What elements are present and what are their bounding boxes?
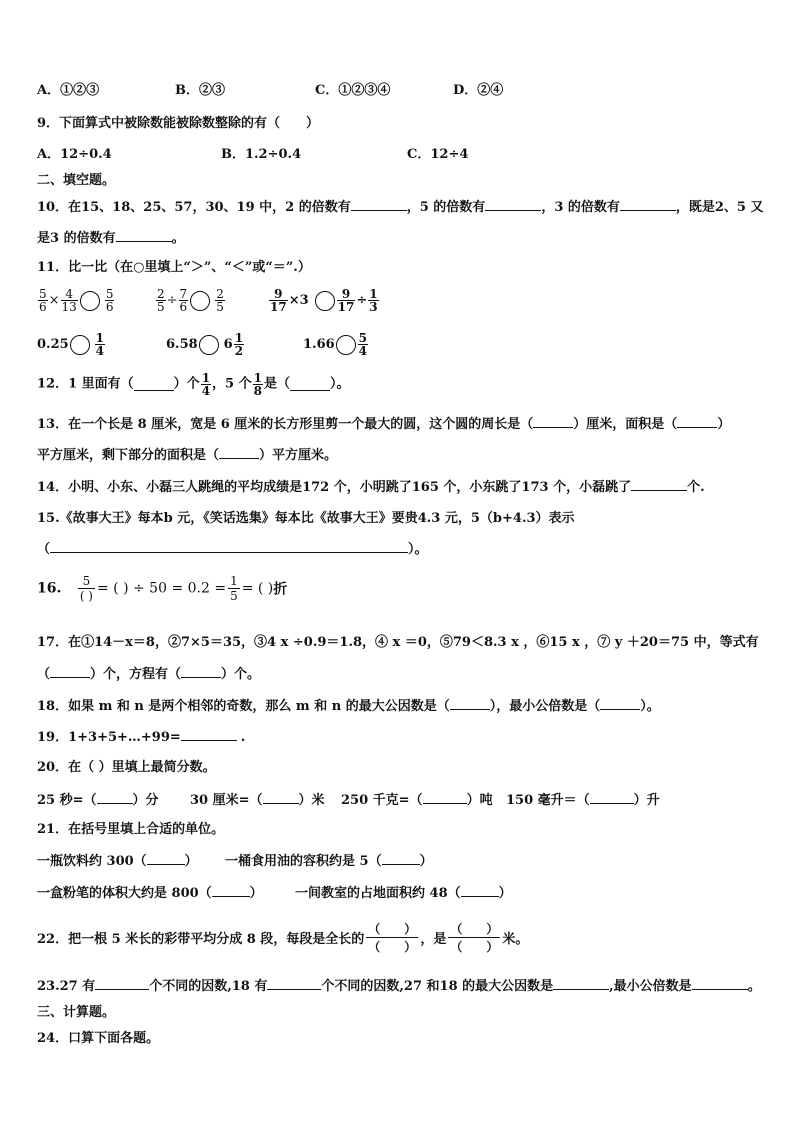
q22-text-b: ，是 [420, 932, 447, 947]
operator: ×3 [288, 293, 309, 308]
q23-text-c: 个不同的因数,27 和18 的最大公因数是 [321, 979, 554, 994]
q12 [37, 372, 350, 397]
q8-option-a: A．①②③ [37, 83, 100, 98]
q15-blank[interactable] [50, 540, 408, 553]
compare-circle[interactable] [80, 291, 100, 311]
q23-blank-lcm[interactable] [692, 977, 748, 990]
q16-mid: = ( ) ÷ 50 = 0.2 = [97, 580, 227, 597]
q19 [37, 728, 245, 747]
q15-line1: 15.《故事大王》每本b 元，《笑话选集》每本比《故事大王》要贵4.3 元，5（b+4.3）表示 [37, 511, 575, 526]
q10-text-b: ，5 的倍数有 [406, 200, 486, 215]
q21-blank[interactable] [212, 884, 250, 897]
q17-text-b: ）个，方程有（ [90, 667, 182, 682]
q10-blank-5[interactable] [485, 198, 541, 211]
q19-text-b: . [240, 730, 246, 745]
q17-text-a: （ [37, 667, 51, 682]
compare-circle[interactable] [315, 291, 335, 311]
q23-blank-27[interactable] [95, 977, 149, 990]
q10-line1 [37, 198, 764, 217]
q14-text-a: 14．小明、小东、小磊三人跳绳的平均成绩是172 个，小明跳了165 个，小东跳了173 个，小磊跳了 [37, 480, 632, 495]
q11-stem: 11．比一比（在○里填上“＞”、“＜”或“＝”.） [37, 260, 311, 275]
operator: × [48, 293, 60, 308]
q20-blank[interactable] [423, 791, 467, 804]
q13-blank-remain[interactable] [219, 446, 259, 459]
value: 1.66 [303, 337, 335, 352]
operator: ÷ [166, 293, 178, 308]
q20-blank[interactable] [590, 791, 634, 804]
q22-text-c: 米。 [502, 932, 529, 947]
q16 [37, 574, 287, 603]
value: 6.58 [166, 337, 198, 352]
q13-line2 [37, 446, 337, 465]
fraction: $\frac{1}{5}$ [230, 574, 238, 603]
q11-r1c1 [37, 288, 115, 313]
q10-blank-2[interactable] [351, 198, 407, 211]
q20-item: 150 毫升＝（ ）升 [506, 793, 660, 808]
q10-text-e: 是3 的倍数有 [37, 231, 116, 246]
compare-circle[interactable] [70, 335, 90, 355]
q8-option-b: B．②③ [175, 83, 225, 98]
whole-number: 6 [223, 337, 233, 352]
fraction: $\frac{1}{4}$ [201, 371, 211, 398]
fraction: $\frac{7}{6}$ [179, 287, 188, 314]
q14 [37, 478, 705, 497]
q17-line1: 17．在①14－x＝8，②7×5＝35，③4 x ÷0.9＝1.8，④ x ＝0，⑤79＜8.3 x ，⑥15 x ，⑦ y ＋20＝75 中，等式有 [37, 635, 759, 650]
q21-item: 一瓶饮料约 300（ ） [37, 854, 198, 869]
q13-text-c: ） [717, 417, 731, 432]
q17-blank-eq[interactable] [50, 665, 90, 678]
q17-line2 [37, 665, 260, 684]
compare-circle[interactable] [199, 335, 219, 355]
q10-line2 [37, 229, 185, 248]
q13-text-b: ）厘米，面积是（ [573, 417, 678, 432]
q15-line2 [37, 540, 428, 559]
fraction-blank[interactable]: （ ） （ ） [450, 922, 499, 954]
q10-blank-all[interactable] [116, 229, 172, 242]
q10-text-d: ，既是2、5 又 [675, 200, 764, 215]
q13-text-d: 平方厘米，剩下部分的面积是（ [37, 448, 220, 463]
fraction: $\frac{2}{5}$ [216, 287, 224, 314]
q21-stem: 21．在括号里填上合适的单位。 [37, 822, 225, 837]
fraction: $\frac{5}{4}$ [358, 331, 368, 358]
q16-label: 16. [37, 580, 62, 597]
q8-option-c: C．①②③④ [315, 83, 391, 98]
fraction: $\frac{9}{17}$ [337, 287, 355, 314]
q11-r2c3 [303, 332, 369, 357]
q18-blank-gcd[interactable] [450, 697, 490, 710]
q11-r1c2 [155, 288, 226, 313]
q13-blank-perimeter[interactable] [533, 415, 573, 428]
fraction: $\frac{1}{2}$ [234, 331, 244, 358]
fraction: $\frac{9}{17}$ [270, 287, 287, 314]
q9-option-a: A．12÷0.4 [37, 147, 112, 162]
q13-text-e: ）平方厘米。 [259, 448, 338, 463]
q22-text-a: 22．把一根 5 米长的彩带平均分成 8 段，每段是全长的 [37, 932, 365, 947]
q18-text-b: ），最小公倍数是（ [489, 699, 601, 714]
q12-text-e: ）。 [330, 376, 350, 392]
q20-item: 25 秒=（ ）分 [37, 793, 159, 808]
q20-blank[interactable] [263, 791, 299, 804]
compare-circle[interactable] [336, 335, 356, 355]
q20-item: 250 千克=（ ）吨 [341, 793, 493, 808]
q24: 24．口算下面各题。 [37, 1031, 160, 1046]
q11-r2c1 [37, 332, 106, 357]
q16-zhe: 折 [273, 581, 288, 598]
q18-text-a: 18．如果 m 和 n 是两个相邻的奇数，那么 m 和 n 的最大公因数是（ [37, 699, 450, 714]
fraction: $\frac{5}{6}$ [105, 287, 114, 314]
q22 [37, 920, 528, 955]
q23-text-b: 个不同的因数,18 有 [149, 979, 268, 994]
q20-blank[interactable] [97, 791, 133, 804]
q17-text-c: ）个。 [221, 667, 261, 682]
q12-blank-2[interactable] [290, 378, 330, 391]
section-3-heading: 三、计算题。 [37, 1005, 116, 1020]
q21-item: 一盒粉笔的体积大约是 800（ ） [37, 886, 263, 901]
fraction: $\frac{1}{4}$ [95, 331, 105, 358]
fraction: $\frac{5}{6}$ [39, 287, 47, 314]
q16-end: = ( ) [241, 580, 274, 597]
q8-option-d: D．②④ [453, 83, 504, 98]
q23-text-e: 。 [747, 979, 761, 994]
fraction: $\frac{2}{5}$ [157, 287, 165, 314]
q10-text-c: ，3 的倍数有 [541, 200, 620, 215]
q12-text-a: 12．1 里面有（ [37, 376, 134, 392]
fraction-blank[interactable]: （ ） （ ） [368, 922, 417, 954]
q9-option-b: B．1.2÷0.4 [221, 147, 302, 162]
q23 [37, 977, 761, 996]
q10-blank-3[interactable] [620, 198, 676, 211]
fraction: $\frac{4}{13}$ [61, 287, 77, 314]
q19-text-a: 19．1+3+5+…+99= [37, 730, 181, 745]
q21-blank[interactable] [461, 884, 499, 897]
q18 [37, 697, 660, 716]
q20-stem: 20．在（ ）里填上最简分数。 [37, 760, 216, 775]
q21-blank[interactable] [147, 852, 185, 865]
q11-r1c3 [268, 288, 380, 313]
q10-text-a: 10．在15、18、25、57，30、19 中，2 的倍数有 [37, 200, 351, 215]
section-2-heading: 二、填空题。 [37, 173, 116, 188]
q18-blank-lcm[interactable] [600, 697, 640, 710]
fraction: $\frac{1}{8}$ [253, 371, 262, 398]
q23-text-a: 23.27 有 [37, 979, 96, 994]
q14-text-b: 个. [687, 480, 705, 495]
q21-item: 一间教室的占地面积约 48（ ） [295, 886, 512, 901]
q18-text-c: ）。 [640, 699, 660, 714]
fraction: 5 ( ) [79, 574, 93, 603]
q12-blank-1[interactable] [134, 378, 174, 391]
q9-option-c: C．12÷4 [407, 147, 469, 162]
operator: ÷ [356, 293, 368, 308]
q10-text-f: 。 [171, 231, 185, 246]
value: 0.25 [37, 337, 69, 352]
q23-blank-gcd[interactable] [553, 977, 609, 990]
fraction: $\frac{1}{3}$ [369, 287, 378, 314]
q19-blank[interactable] [181, 728, 237, 741]
q12-text-b: ）个 [173, 376, 200, 392]
q13-text-a: 13．在一个长是 8 厘米，宽是 6 厘米的长方形里剪一个最大的圆，这个圆的周长是（ [37, 417, 534, 432]
q12-text-c: ，5 个 [212, 376, 252, 392]
q20-item: 30 厘米=（ ）米 [190, 793, 325, 808]
q21-blank[interactable] [382, 852, 420, 865]
q11-r2c2 [166, 332, 245, 357]
q15-text-a: （ [37, 542, 51, 557]
q15-text-b: ）。 [408, 542, 428, 557]
q21-item: 一桶食用油的容积约是 5（ ） [225, 854, 433, 869]
q13-blank-area[interactable] [677, 415, 717, 428]
q14-blank[interactable] [631, 478, 687, 491]
q13-line1 [37, 415, 730, 434]
q17-blank-fc[interactable] [181, 665, 221, 678]
q9-stem: 9．下面算式中被除数能被除数整除的有（ ） [37, 116, 320, 131]
q12-text-d: 是（ [263, 376, 290, 392]
compare-circle[interactable] [190, 291, 210, 311]
q23-blank-18[interactable] [267, 977, 321, 990]
q23-text-d: ,最小公倍数是 [609, 979, 692, 994]
